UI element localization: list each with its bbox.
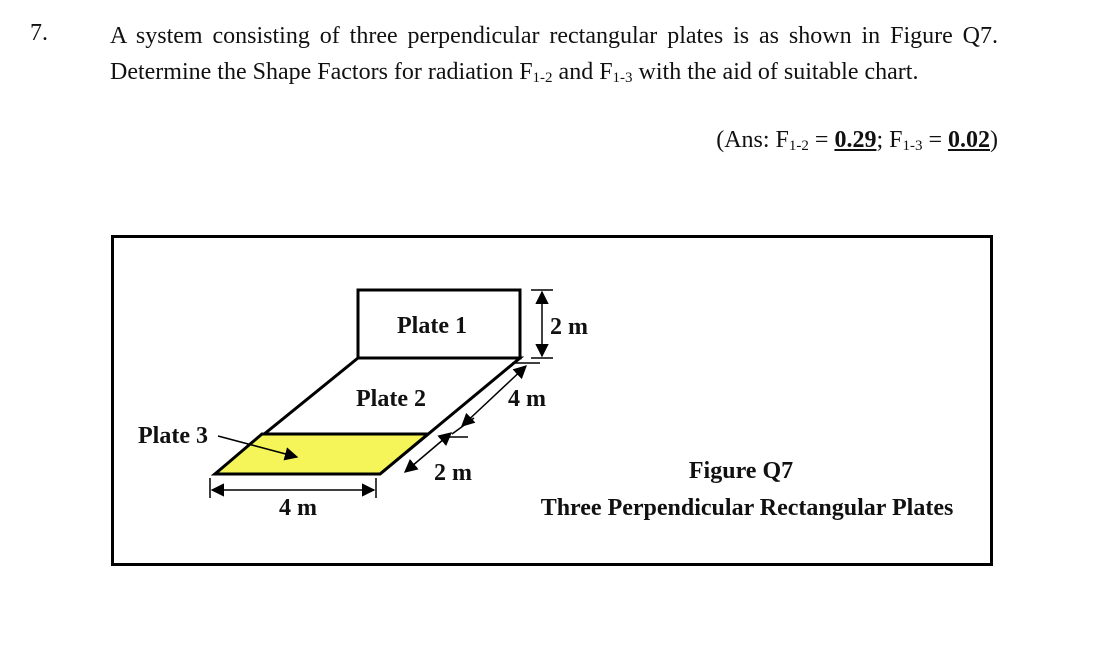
subscript: 1-2 [532, 70, 553, 86]
answer-text: ; F [876, 127, 903, 153]
question-text-part: A system consisting of three perpendicular rectangular plates is as shown in Figure Q7. Determine the Shape Factors for radiation F [110, 23, 998, 85]
answer-text: = [922, 127, 948, 153]
question-text-part: and F [552, 59, 613, 85]
answer-text: ) [990, 127, 998, 153]
answer-text: = [808, 127, 835, 153]
dim-label-plate1-height: 2 m [550, 314, 588, 340]
question-text-part: with the aid of suitable chart. [632, 59, 919, 85]
plate-2-label: Plate 2 [356, 386, 426, 412]
plate-1-label: Plate 1 [397, 313, 467, 339]
answer-value-f13: 0.02 [948, 127, 990, 153]
plate-3-shape [215, 434, 428, 474]
plate-3-label: Plate 3 [138, 423, 208, 449]
subscript: 1-3 [612, 70, 633, 86]
answer-text: (Ans: F [716, 127, 789, 153]
dim-label-plate3-depth: 2 m [434, 460, 472, 486]
subscript: 1-2 [788, 138, 809, 154]
dim-label-plate2-depth: 4 m [508, 386, 546, 412]
dim-label-width: 4 m [279, 495, 317, 521]
question-number: 7. [30, 20, 48, 46]
subscript: 1-3 [902, 138, 923, 154]
answer-value-f12: 0.29 [834, 127, 877, 153]
figure-caption-subtitle: Three Perpendicular Rectangular Plates [540, 495, 954, 521]
figure-caption-title: Figure Q7 [688, 458, 794, 484]
